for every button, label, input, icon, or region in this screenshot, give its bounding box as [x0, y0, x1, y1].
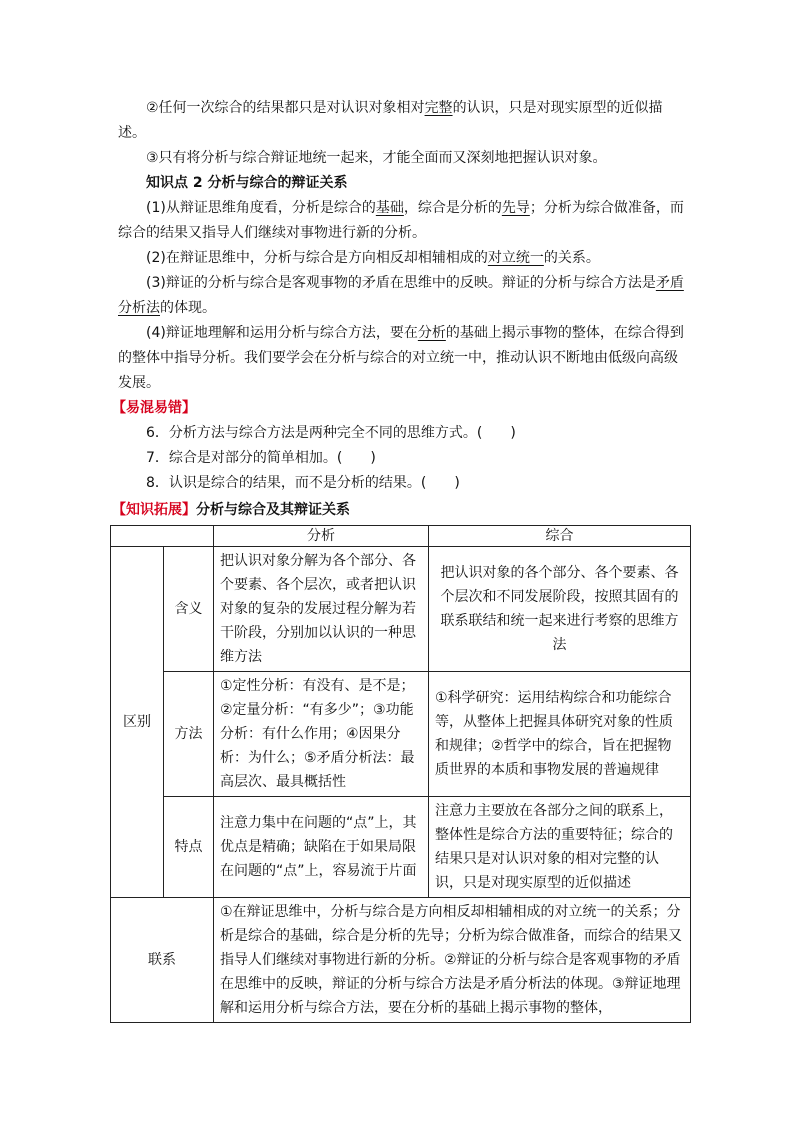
kp2-item-3: (3)辩证的分析与综合是客观事物的矛盾在思维中的反映。辩证的分析与综合方法是矛盾分析法的体现。 [118, 275, 684, 316]
table-cell-row-label: 特点 [164, 797, 214, 898]
kp2-item-4: (4)辩证地理解和运用分析与综合方法，要在分析的基础上揭示事物的整体，在综合得到的整体中指导分析。我们要学会在分析与综合的对立统一中，推动认识不断地由低级向高级发展。 [118, 325, 684, 391]
table-cell-difference-label: 区别 [111, 547, 164, 898]
underlined-term: 完整 [424, 100, 453, 116]
table-cell-relation-text: ①在辩证思维中，分析与综合是方向相反却相辅相成的对立统一的关系；分析是综合的基础，综合是分析的先导；分析为综合做准备，而综合的结果又指导人们继续对事物进行新的分析。②辩证的分析与综合是客观事物的矛盾在思维中的反映，辩证的分析与综合方法是矛盾分析法的体现。③辩证地理解和运用分析与综合方法，要在分析的基础上揭示事物的整体， [214, 898, 691, 1023]
kp2-item-2: (2)在辩证思维中，分析与综合是方向相反却相辅相成的对立统一的关系。 [146, 250, 600, 266]
table-cell-analysis: 把认识对象分解为各个部分、各个要素、各个层次，或者把认识对象的复杂的发展过程分解为若干阶段，分别加以认识的一种思维方法 [214, 547, 429, 672]
table-cell-relation-label: 联系 [111, 898, 214, 1023]
confusion-item-7: 7．综合是对部分的简单相加。( ) [146, 450, 376, 466]
analysis-synthesis-table [110, 525, 691, 1023]
table-header-row [111, 526, 691, 547]
table-cell-row-label: 方法 [164, 672, 214, 797]
table-header-analysis: 分析 [214, 526, 429, 547]
confusion-item-8: 8．认识是综合的结果，而不是分析的结果。( ) [146, 475, 460, 491]
table-cell-analysis: 注意力集中在问题的“点”上，其优点是精确；缺陷在于如果局限在问题的“点”上，容易流于片面 [214, 797, 429, 898]
table-row-relation [111, 898, 691, 1023]
table-cell-analysis: ①定性分析：有没有、是不是；②定量分析：“有多少”；③功能分析：有什么作用；④因果分析：为什么；⑤矛盾分析法：最高层次、最具概括性 [214, 672, 429, 797]
knowledge-point-2-title: 知识点 2 分析与综合的辩证关系 [146, 175, 348, 191]
knowledge-expansion-title: 【知识拓展】分析与综合及其辩证关系 [112, 502, 350, 518]
confusion-section-title: 【易混易错】 [112, 400, 196, 416]
table-cell-synthesis: 注意力主要放在各部分之间的联系上，整体性是综合方法的重要特征；综合的结果只是对认识对象的相对完整的认识，只是对现实原型的近似描述 [429, 797, 691, 898]
paragraph-dialectical-unity: ③只有将分析与综合辩证地统一起来，才能全面而又深刻地把握认识对象。 [146, 150, 607, 166]
table-corner-cell [111, 526, 214, 547]
kp2-item-1: (1)从辩证思维角度看，分析是综合的基础，综合是分析的先导；分析为综合做准备，而综合的结果又指导人们继续对事物进行新的分析。 [118, 200, 684, 241]
table-row-feature [111, 797, 691, 898]
table-row-meaning [111, 547, 691, 672]
table-cell-synthesis: 把认识对象的各个部分、各个要素、各个层次和不同发展阶段，按照其固有的联系联结和统一起来进行考察的思维方法 [429, 547, 691, 672]
table-row-method [111, 672, 691, 797]
table-header-synthesis: 综合 [429, 526, 691, 547]
confusion-item-6: 6．分析方法与综合方法是两种完全不同的思维方式。( ) [146, 425, 516, 441]
table-cell-synthesis: ①科学研究：运用结构综合和功能综合等，从整体上把握具体研究对象的性质和规律；②哲学中的综合，旨在把握物质世界的本质和事物发展的普遍规律 [429, 672, 691, 797]
table-cell-row-label: 含义 [164, 547, 214, 672]
paragraph-synthesis-result: ②任何一次综合的结果都只是对认识对象相对完整的认识，只是对现实原型的近似描述。 [118, 100, 663, 141]
